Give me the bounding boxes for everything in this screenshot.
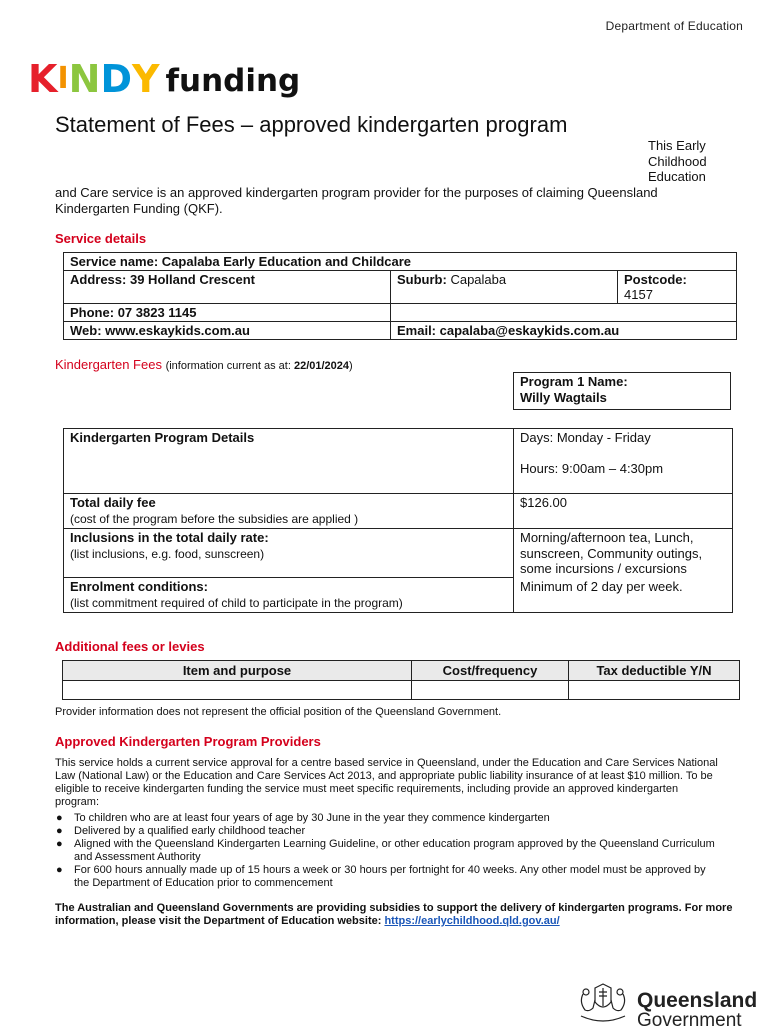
web-value: www.eskaykids.com.au [105,323,250,338]
program-days-hours [514,429,733,494]
column-header: Tax deductible Y/N [569,661,740,681]
email-value: capalaba@eskaykids.com.au [439,323,620,338]
additional-fees-table [62,660,740,700]
department-name: Department of Education [605,19,743,33]
service-details-table [63,252,737,340]
logo-letter-y: Y [131,57,160,101]
phone-cell: Phone: 07 3823 1145 [64,304,391,322]
list-item: ● Aligned with the Queensland Kindergarten Learning Guideline, or other education program approved by the Queensland Curriculum and Assessment Authority [56,838,715,863]
requirements-list [55,812,720,890]
additional-fees-heading: Additional fees or levies [55,639,205,654]
enrolment-label-cell: Enrolment conditions: (list commitment required of child to participate in the program) [64,578,514,613]
postcode-cell: Postcode: 4157 [618,271,737,304]
list-item: ● Delivered by a qualified early childhood teacher [56,825,306,837]
address-value: 39 Holland Crescent [129,272,255,287]
logo-letter-k: K [28,57,58,101]
bullet-icon: ● [56,825,63,837]
inclusions-label-cell: Inclusions in the total daily rate: (list inclusions, e.g. food, sunscreen) [64,529,514,578]
intro-text-part1: This Early Childhood Education [648,138,707,184]
email-cell: Email: capalaba@eskaykids.com.au [391,322,737,340]
kindy-funding-logo [28,54,301,101]
page-title: Statement of Fees – approved kindergarten program [55,112,568,137]
address-cell: Address: 39 Holland Crescent [64,271,391,304]
logo-letter-n: N [68,57,101,101]
queensland-government-logo [575,982,758,1031]
bullet-icon: ● [56,812,63,824]
program-days: Days: Monday - Friday [520,430,651,445]
daily-fee-value: $126.00 [514,494,733,529]
suburb-value: Capalaba [450,272,507,287]
bullet-icon: ● [56,838,63,850]
table-row [63,681,740,700]
program-label: Program 1 Name: [520,374,628,389]
list-item: ● To children who are at least four years of age by 30 June in the year they commence kindergarten [56,812,550,824]
phone-value: 07 3823 1145 [117,305,197,320]
providers-heading: Approved Kindergarten Program Providers [55,734,321,749]
queensland-crest-icon [575,982,631,1024]
closing-statement: The Australian and Queensland Governments are providing subsidies to support the delivery of kindergarten programs. For more information, please visit the Department of Education website: https://earlychildhood.qld.gov.au/ [55,902,733,927]
education-website-link[interactable]: https://earlychildhood.qld.gov.au/ [384,915,560,927]
queensland-text: Queensland [637,989,758,1012]
web-cell: Web: www.eskaykids.com.au [64,322,391,340]
service-name-cell: Service name: Capalaba Early Education and Childcare [64,253,737,271]
logo-letter-d: D [100,57,132,101]
program-name: Willy Wagtails [520,390,607,405]
service-details-heading: Service details [55,231,147,246]
suburb-cell: Suburb: Capalaba [391,271,618,304]
bullet-icon: ● [56,864,63,876]
postcode-value: 4157 [624,287,653,302]
program-details-table [63,428,733,613]
enrolment-value: Minimum of 2 day per week. [514,578,733,613]
program-details-label: Kindergarten Program Details [64,429,514,494]
daily-fee-label-cell: Total daily fee (cost of the program before the subsidies are applied ) [64,494,514,529]
program-name-box [513,372,731,410]
government-text: Government [637,1010,742,1031]
logo-word: funding [165,63,301,99]
info-date: 22/01/2024 [293,360,350,372]
disclaimer: Provider information does not represent the official position of the Queensland Government. [55,706,502,718]
logo-letter-i: I [57,61,69,96]
column-header: Cost/frequency [412,661,569,681]
intro-text-part2: and Care service is an approved kindergarten program provider for the purposes of claiming Queensland Kindergarten Funding (QKF). [55,185,658,216]
kindergarten-fees-heading: Kindergarten Fees (information current as at: 22/01/2024) [55,357,353,372]
list-item: ● For 600 hours annually made up of 15 hours a week or 30 hours per fortnight for 40 weeks. Any other model must be approved by the Department of Education prior to commencement [56,864,706,889]
column-header: Item and purpose [63,661,412,681]
service-name: Capalaba Early Education and Childcare [161,254,412,269]
inclusions-value: Morning/afternoon tea, Lunch, sunscreen, Community outings, some incursions / excursions [514,529,733,578]
providers-body: This service holds a current service approval for a centre based service in Queensland, under the Education and Care Services National Law (National Law) or the Education and Care Services Act 2013, and appropriate public liability insurance of at least $10 million. To be eligible to receive kindergarten funding the service must meet specific requirements, including provide an approved kindergarten program: [55,757,718,808]
program-hours: Hours: 9:00am – 4:30pm [520,460,664,476]
